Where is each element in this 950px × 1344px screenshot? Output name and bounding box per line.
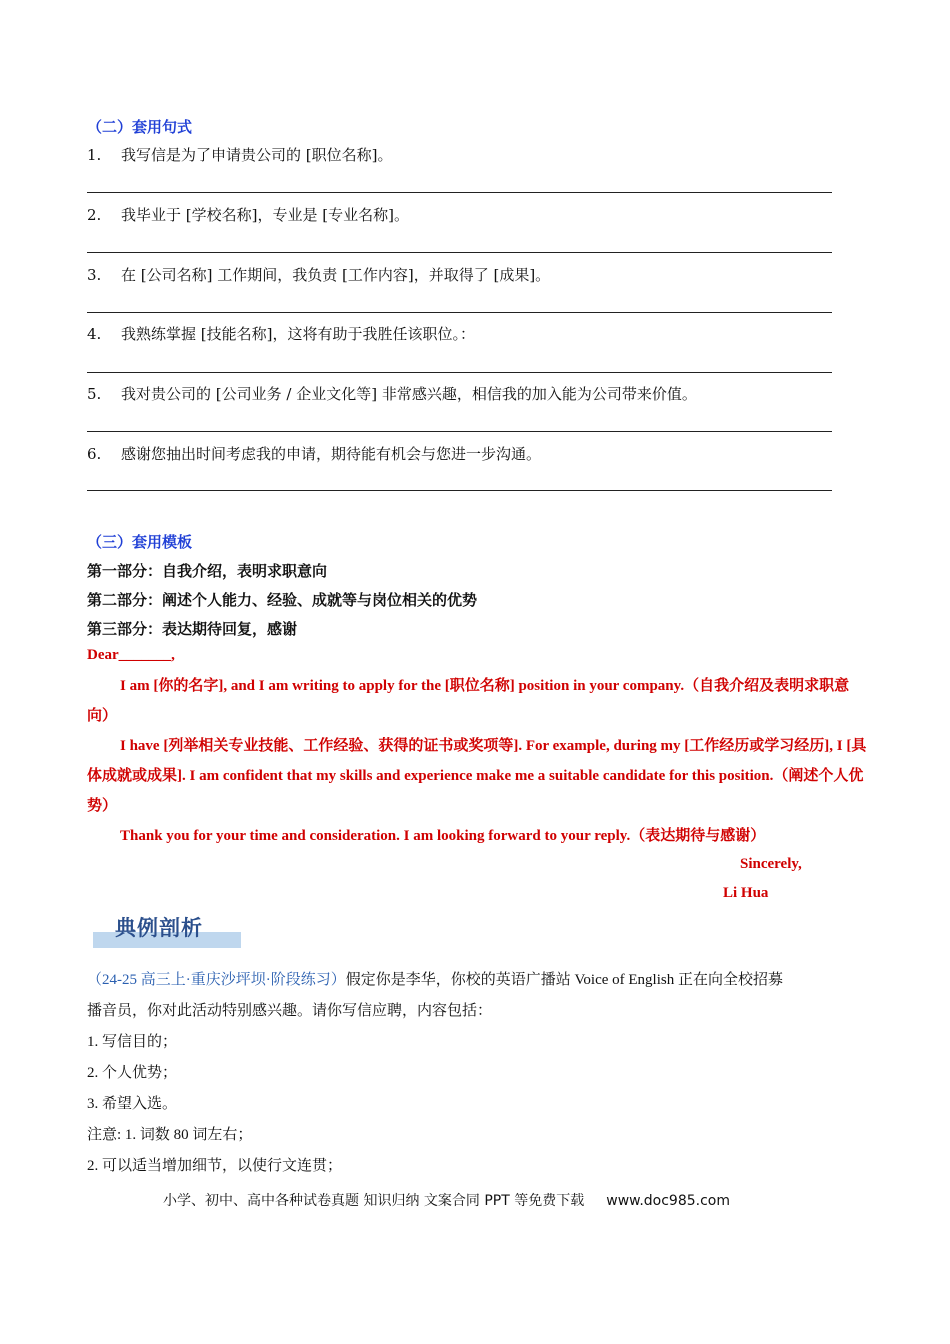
sentence-item-1 — [87, 144, 392, 166]
footer-url[interactable]: www.doc985.com — [606, 1193, 730, 1209]
answer-line-3 — [87, 312, 832, 313]
sentence-item-4 — [87, 323, 475, 345]
sentence-item-6 — [87, 443, 541, 465]
sentence-text: 感谢您抽出时间考虑我的申请，期待能有机会与您进一步沟通。 — [121, 445, 542, 463]
sentence-number: 3. — [87, 266, 102, 284]
template-part-2: 第二部分：阐述个人能力、经验、成就等与岗位相关的优势 — [87, 591, 478, 609]
task-note-2: 2. 可以适当增加细节，以使行文连贯； — [87, 1158, 343, 1174]
sentence-text: 我写信是为了申请贵公司的 [职位名称]。 — [121, 146, 393, 164]
letter-paragraph-intro: I am [你的名字], and I am writing to apply for the [职位名称] position in your company.（自我介绍及表明求职意向） — [87, 678, 850, 724]
letter-template-body — [87, 671, 867, 851]
answer-line-5 — [87, 431, 832, 432]
sentence-item-2 — [87, 204, 409, 226]
letter-closing: Sincerely, — [740, 856, 802, 872]
answer-line-6 — [87, 490, 832, 491]
sentence-number: 4. — [87, 325, 102, 343]
task-point-1: 1. 写信目的； — [87, 1034, 178, 1050]
letter-salutation: Dear_______, — [87, 647, 175, 663]
sentence-text: 我熟练掌握 [技能名称]，这将有助于我胜任该职位。： — [121, 325, 475, 343]
page-footer — [163, 1190, 730, 1210]
footer-text: 小学、初中、高中各种试卷真题 知识归纳 文案合同 PPT 等免费下载 — [163, 1193, 585, 1209]
section2-heading: （二）套用句式 — [87, 118, 193, 136]
sentence-number: 5. — [87, 385, 102, 403]
sentence-number: 2. — [87, 206, 102, 224]
task-line-1 — [87, 965, 867, 996]
answer-line-1 — [87, 192, 832, 193]
template-part-1: 第一部分：自我介绍，表明求职意向 — [87, 562, 328, 580]
sentence-text: 我对贵公司的 [公司业务 / 企业文化等] 非常感兴趣，相信我的加入能为公司带来价值。 — [121, 385, 697, 403]
letter-signature: Li Hua — [723, 885, 769, 901]
letter-paragraph-thanks: Thank you for your time and consideration. I am looking forward to your reply.（表达期待与感谢） — [120, 828, 766, 844]
sentence-number: 6. — [87, 445, 102, 463]
banner-title: 典例剖析 — [115, 916, 203, 940]
sentence-text: 我毕业于 [学校名称]，专业是 [专业名称]。 — [121, 206, 409, 224]
task-source: （24-25 高三上·重庆沙坪坝·阶段练习） — [87, 972, 346, 988]
task-prompt-2: 播音员，你对此活动特别感兴趣。请你写信应聘，内容包括： — [87, 1003, 493, 1019]
answer-line-2 — [87, 252, 832, 253]
task-note-1: 注意: 1. 词数 80 词左右； — [87, 1127, 253, 1143]
sentence-item-3 — [87, 264, 550, 286]
task-point-2: 2. 个人优势； — [87, 1065, 178, 1081]
task-prompt-1: 假定你是李华，你校的英语广播站 Voice of English 正在向全校招募 — [345, 972, 783, 988]
task-point-3: 3. 希望入选。 — [87, 1096, 178, 1112]
example-task — [87, 965, 867, 1182]
section3-heading: （三）套用模板 — [87, 533, 193, 551]
example-banner — [93, 908, 243, 952]
sentence-number: 1. — [87, 146, 102, 164]
letter-paragraph-advantages: I have [列举相关专业技能、工作经验、获得的证书或奖项等]. For example, during my [工作经历或学习经历], I [具体成就或成果]. I am confident that my skills and experience make me a suitable candidate for this position.（阐述个人优势） — [87, 738, 867, 814]
sentence-text: 在 [公司名称] 工作期间，我负责 [工作内容]，并取得了 [成果]。 — [121, 266, 551, 284]
sentence-item-5 — [87, 383, 697, 405]
answer-line-4 — [87, 372, 832, 373]
template-part-3: 第三部分：表达期待回复，感谢 — [87, 620, 298, 638]
